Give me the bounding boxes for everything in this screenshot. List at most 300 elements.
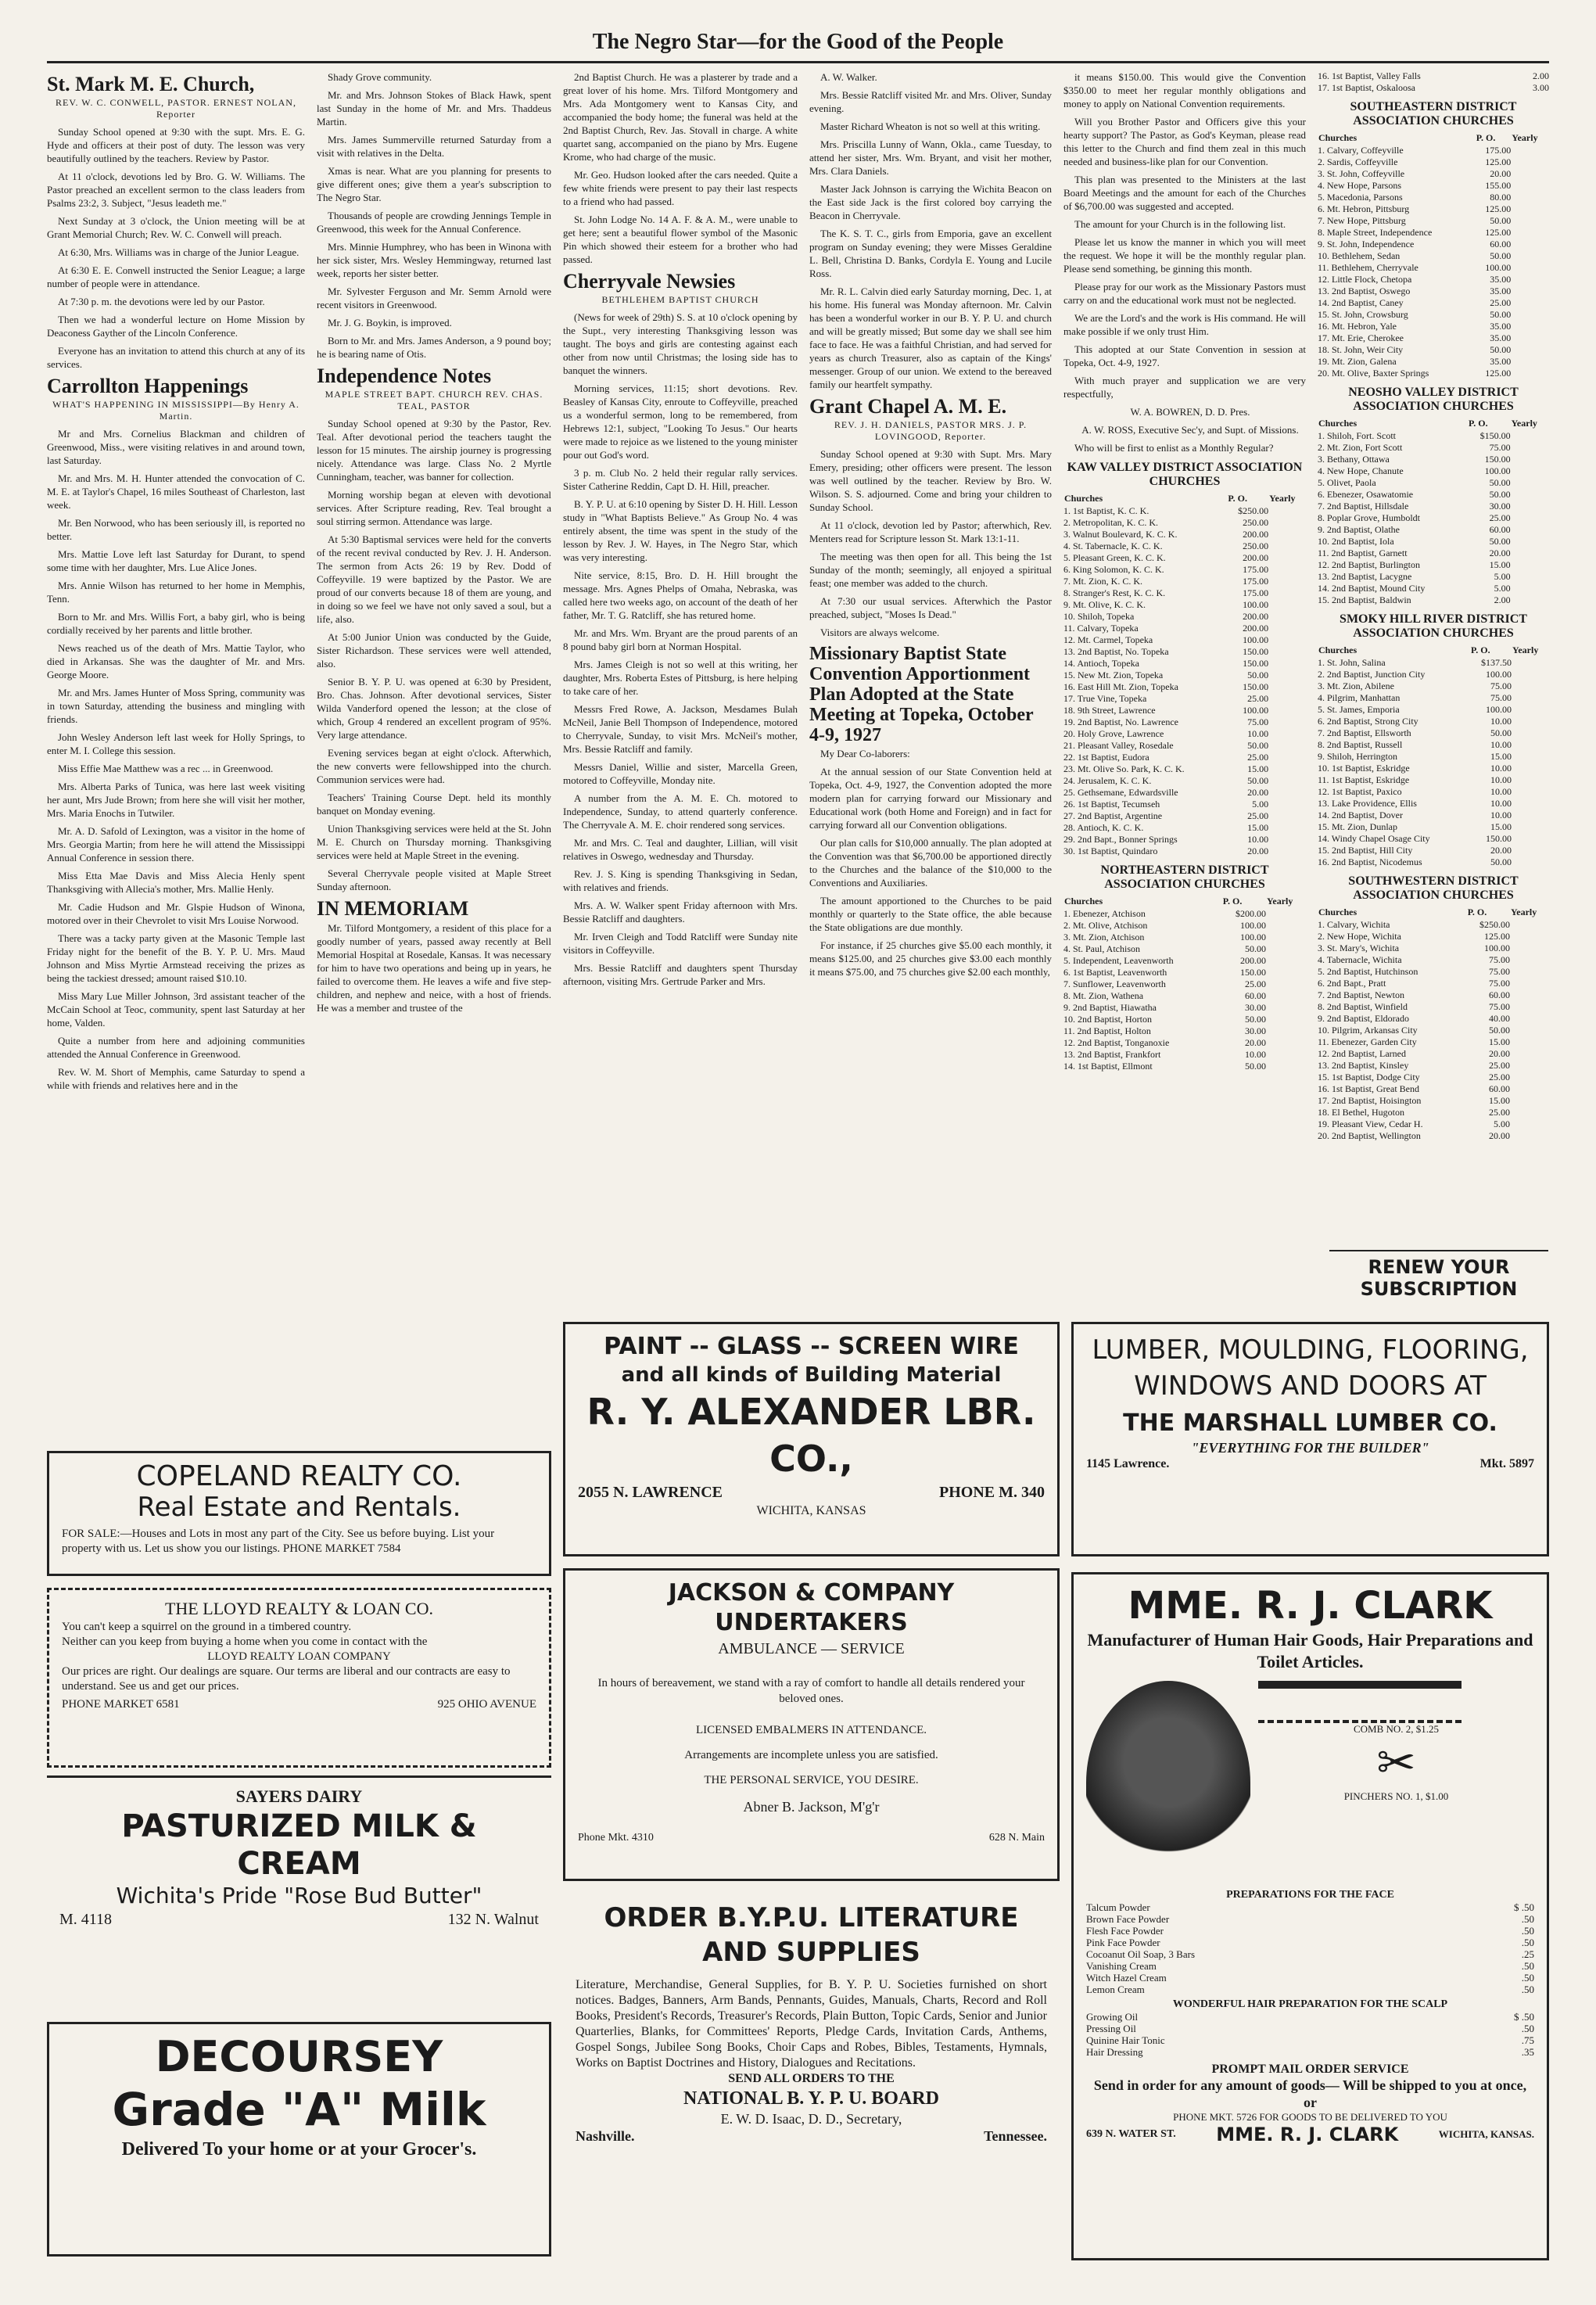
church-name: 27. 2nd Baptist, Argentine — [1063, 810, 1163, 821]
yearly-amount: 20.00 — [1490, 168, 1512, 179]
paragraph: Mrs. Bessie Ratcliff and daughters spent Thursday afternoon, visiting Mrs. Gertrude Parker and Mrs. — [563, 962, 798, 987]
yearly-amount: $250.00 — [1479, 919, 1510, 930]
table-row — [1318, 966, 1549, 978]
church-name: 12. 2nd Baptist, Burlington — [1318, 559, 1421, 570]
paragraph: Mr. and Mrs. M. H. Hunter attended the convocation of C. M. E. at Taylor's Chapel, 16 miles Southeast of Charleston, last week. — [47, 472, 305, 511]
yearly-amount: 15.00 — [1247, 822, 1269, 833]
yearly-amount: 25.00 — [1247, 810, 1269, 821]
yearly-amount: 50.00 — [1490, 250, 1512, 261]
ad-line: Send in order for any amount of goods— Will be shipped to you at once, or — [1093, 2077, 1527, 2110]
church-name: 9. 2nd Baptist, Eldorado — [1318, 1013, 1409, 1024]
table-row — [1086, 1901, 1534, 1913]
table-row — [1063, 658, 1306, 670]
church-name: 14. 2nd Baptist, Mound City — [1318, 583, 1426, 594]
paragraph: Several Cherryvale people visited at Maple Street Sunday afternoon. — [317, 867, 551, 892]
table-row — [1063, 763, 1306, 775]
yearly-amount: 125.00 — [1485, 368, 1512, 379]
independence-heading: Independence Notes — [317, 364, 492, 387]
paragraph: This adopted at our State Convention in session at Topeka, Oct. 4-9, 1927. — [1063, 343, 1306, 368]
church-name: 14. 1st Baptist, Ellmont — [1063, 1061, 1153, 1072]
ad-line: E. W. D. Isaac, D. D., Secretary, — [720, 2111, 902, 2127]
church-name: 18. 9th Street, Lawrence — [1063, 705, 1156, 716]
clark-hair-goods-ad — [1071, 1572, 1549, 2260]
paragraph: Mr. and Mrs. Johnson Stokes of Black Hawk, spent last Sunday in the home of Mr. and Mrs. Thaddeus Martin. — [317, 89, 551, 127]
ad-line: LLOYD REALTY LOAN COMPANY — [207, 1650, 391, 1663]
table-row — [1063, 1002, 1306, 1014]
lloyd-realty-ad — [47, 1588, 551, 1768]
ad-city: Nashville. — [576, 2128, 635, 2144]
column-header: Yearly — [1510, 907, 1537, 917]
yearly-amount: 50.00 — [1489, 536, 1511, 547]
table-row — [1318, 1036, 1549, 1048]
table-row — [1063, 1061, 1306, 1072]
church-name: 10. 2nd Baptist, Iola — [1318, 536, 1394, 547]
yearly-amount: 50.00 — [1490, 215, 1512, 226]
church-name: 10. 2nd Baptist, Horton — [1063, 1014, 1152, 1025]
yearly-amount: 25.00 — [1488, 1072, 1510, 1082]
yearly-amount: 150.00 — [1243, 681, 1269, 692]
church-name: 4. Tabernacle, Wichita — [1318, 954, 1402, 965]
paragraph: At the annual session of our State Convention held at Topeka, Oct. 4-9, 1927, the Convention adopted the more modern plan for carrying forward our Missionary and Educational work (both Home and Foreign) and in fact for carrying forward all our Convention obligations. — [809, 766, 1052, 831]
paragraph: B. Y. P. U. at 6:10 opening by Sister D. H. Hill. Lesson study in "What Baptists Believe." As Group No. 4 was entirely absent, the time was spent in the study of the lesson by Rev. J. W. Hayes, in The Negro Star, which was very interesting. — [563, 498, 798, 563]
table-row — [1318, 821, 1549, 833]
table-row — [1063, 822, 1306, 834]
paragraph: At 5:30 Baptismal services were held for the converts of the recent revival conducted by Rev. J. H. Anderson. The sermon from Acts 26: 19 by Rev. Dodd of Coffeyville. 19 were baptized by the Pastor. We are proud of our converts because 18 of them are young, and in doing so we feel we have not only saved a soul, but a life, also. — [317, 533, 551, 625]
church-name: 4. St. Tabernacle, K. C. K. — [1063, 540, 1163, 551]
paragraph: it means $150.00. This would give the Convention $350.00 to meet her regular monthly obligations and money to apply on National Convention requirements. — [1063, 71, 1306, 110]
yearly-amount: 100.00 — [1484, 465, 1511, 476]
table-row — [1318, 583, 1549, 594]
church-name: 7. 2nd Baptist, Newton — [1318, 989, 1404, 1000]
yearly-amount: 200.00 — [1243, 623, 1269, 634]
church-name: 2. Mt. Olive, Atchison — [1063, 920, 1148, 931]
church-name: 12. 2nd Baptist, Tonganoxie — [1063, 1037, 1170, 1048]
table-row — [1318, 1072, 1549, 1083]
carrollton-heading: Carrollton Happenings — [47, 375, 249, 397]
paragraph: Mr. J. G. Boykin, is improved. — [328, 317, 452, 329]
ad-title: COPELAND REALTY CO. — [136, 1460, 462, 1492]
table-row — [1063, 740, 1306, 752]
column-header: Yearly — [1269, 493, 1296, 504]
table-row — [1086, 1948, 1534, 1960]
church-name: 21. Pleasant Valley, Rosedale — [1063, 740, 1174, 751]
paragraph: Mrs. Priscilla Lunny of Wann, Okla., came Tuesday, to attend her sister, Mrs. Wm. Bryant, and visit her mother, Mrs. Clara Daniels. — [809, 138, 1052, 177]
yearly-amount: 35.00 — [1490, 332, 1512, 343]
yearly-amount: 10.00 — [1490, 810, 1512, 820]
church-name: 18. St. John, Weir City — [1318, 344, 1404, 355]
table-row — [1318, 156, 1549, 168]
table-row — [1318, 192, 1549, 203]
church-name: 8. Poplar Grove, Humboldt — [1318, 512, 1420, 523]
church-name: 20. 2nd Baptist, Wellington — [1318, 1130, 1421, 1141]
yearly-amount: 20.00 — [1488, 1048, 1510, 1059]
table-row — [1318, 978, 1549, 989]
table-row — [1318, 774, 1549, 786]
church-name: 30. 1st Baptist, Quindaro — [1063, 846, 1158, 856]
paragraph: Mr. R. L. Calvin died early Saturday morning, Dec. 1, at his home. His funeral was Monday afternoon. Mr. Calvin has been a wonderful worker in our B. Y. P. U. and church and will be greatly missed; But some day we shall see him face to face. He was a faithful Christian, and had served for years as church Treasurer, also as captain of the Kings' messenger. Group of our union. We extend to the bereaved family our heartfelt sympathy. — [809, 285, 1052, 390]
yearly-amount: 125.00 — [1485, 203, 1512, 214]
church-name: 1. Calvary, Wichita — [1318, 919, 1390, 930]
yearly-amount: 75.00 — [1488, 978, 1510, 989]
church-name: 2. Sardis, Coffeyville — [1318, 156, 1398, 167]
column-header: P. O. — [1476, 132, 1496, 143]
yearly-amount: 10.00 — [1247, 728, 1269, 739]
church-name: 13. 2nd Baptist, Oswego — [1318, 285, 1411, 296]
yearly-amount: 20.00 — [1247, 787, 1269, 798]
yearly-amount: 75.00 — [1488, 954, 1510, 965]
table-row — [1318, 954, 1549, 966]
paragraph: Master Jack Johnson is carrying the Wichita Beacon on the East side Jack is the first colored boy carrying the Beacon in Cherryvale. — [809, 183, 1052, 221]
table-row — [1318, 571, 1549, 583]
table-row — [1318, 168, 1549, 180]
church-name: 3. St. Mary's, Wichita — [1318, 942, 1400, 953]
church-name: 1. 1st Baptist, K. C. K. — [1063, 505, 1149, 516]
neosho-table — [1318, 417, 1549, 606]
church-name: 20. Mt. Olive, Baxter Springs — [1318, 368, 1429, 379]
table-row — [1063, 955, 1306, 967]
yearly-amount: 50.00 — [1488, 1025, 1510, 1036]
ad-state: Tennessee. — [984, 2128, 1047, 2144]
paragraph: At 5:00 Junior Union was conducted by the Guide, Sister Richardson. These services were well attended, also. — [317, 631, 551, 670]
table-row — [1318, 262, 1549, 274]
table-row — [1086, 1960, 1534, 1972]
grant-chapel-heading: Grant Chapel A. M. E. — [809, 395, 1007, 418]
church-name: 2. 2nd Baptist, Junction City — [1318, 669, 1426, 680]
yearly-amount: 5.00 — [1252, 799, 1269, 810]
table-row — [1318, 203, 1549, 215]
neosho-title: NEOSHO VALLEY DISTRICT ASSOCIATION CHURCHES — [1348, 386, 1519, 413]
ad-phone: PHONE MARKET 6581 — [62, 1698, 180, 1711]
paragraph: Born to Mr. and Mrs. James Anderson, a 9 pound boy; he is bearing name of Otis. — [317, 335, 551, 360]
table-row — [1318, 704, 1549, 716]
table-row — [1063, 576, 1306, 587]
table-row — [1063, 932, 1306, 943]
church-name: 9. St. John, Independence — [1318, 239, 1415, 250]
yearly-amount: 200.00 — [1243, 611, 1269, 622]
table-row — [1086, 2023, 1534, 2034]
church-name: 7. 2nd Baptist, Hillsdale — [1318, 501, 1409, 512]
church-name: 15. 2nd Baptist, Hill City — [1318, 845, 1413, 856]
ad-slogan: "EVERYTHING FOR THE BUILDER" — [1191, 1440, 1429, 1456]
yearly-amount: $ .50 — [1514, 1901, 1534, 1913]
table-row — [1318, 285, 1549, 297]
table-row — [1318, 1048, 1549, 1060]
table-row — [1086, 1925, 1534, 1937]
ad-headline: THE MARSHALL LUMBER CO. — [1123, 1409, 1497, 1437]
church-name: Vanishing Cream — [1086, 1960, 1157, 1972]
table-row — [1318, 489, 1549, 501]
yearly-amount: 5.00 — [1493, 1118, 1510, 1129]
yearly-amount: 150.00 — [1484, 454, 1511, 465]
yearly-amount: .50 — [1521, 1960, 1534, 1972]
yearly-amount: 75.00 — [1490, 680, 1512, 691]
table-row — [1318, 82, 1549, 94]
ad-manager: Abner B. Jackson, M'g'r — [743, 1799, 880, 1815]
table-row — [1063, 978, 1306, 990]
paragraph: Sunday School opened at 9:30 by the Pastor, Rev. Teal. After devotional period the teachers taught the lesson for 15 minutes. The airship journey is progressing nicely. Attendance was large. Class No. 2 Myrtle Cunningham, teacher, was banner for collection. — [317, 418, 551, 483]
paragraph: At 11 o'clock, devotion led by Pastor; afterwhich, Rev. Menters read for Scripture lesson St. Mark 13:1-11. — [809, 519, 1052, 544]
table-row — [1318, 297, 1549, 309]
table-row — [1063, 505, 1306, 517]
paragraph: Mrs. Bessie Ratcliff visited Mr. and Mrs. Oliver, Sunday evening. — [809, 89, 1052, 114]
church-name: 4. St. Paul, Atchison — [1063, 943, 1141, 954]
yearly-amount: 25.00 — [1488, 1060, 1510, 1071]
bypu-literature-ad — [563, 1893, 1060, 2260]
paragraph: Messrs Fred Rowe, A. Jackson, Mesdames Bulah McNeil, Janie Bell Thompson of Independence, motored to Cherryvale, Sunday, to visit Mrs. McNeil's mother, Mrs. Bessie Ratcliff and family. — [563, 703, 798, 755]
yearly-amount: 10.00 — [1490, 716, 1512, 727]
table-row — [1318, 356, 1549, 368]
paragraph: Mr. Tilford Montgomery, a resident of this place for a goodly number of years, passed away recently at Bell Memorial Hospital at Rosedale, Kansas. It was necessary for him to have two operations and being up in years, he failed to overcome them. He leaves a wife and five step-children, and nephew and neice, with a host of friends. He was a member and trustee of the — [317, 922, 551, 1014]
table-row — [1318, 512, 1549, 524]
yearly-amount: 35.00 — [1490, 285, 1512, 296]
church-name: 8. 2nd Baptist, Russell — [1318, 739, 1403, 750]
yearly-amount: 50.00 — [1245, 1061, 1267, 1072]
ad-headline: PASTURIZED MILK & CREAM — [121, 1808, 477, 1882]
ad-line: PAINT -- GLASS -- SCREEN WIRE — [604, 1333, 1019, 1360]
ad-line: COMB NO. 2, $1.25 — [1353, 1723, 1440, 1735]
church-name: Cocoanut Oil Soap, 3 Bars — [1086, 1948, 1196, 1960]
ad-city: WICHITA, KANSAS — [756, 1504, 866, 1517]
table-row — [1318, 739, 1549, 751]
church-name: 7. New Hope, Pittsburg — [1318, 215, 1406, 226]
jackson-undertakers-ad — [563, 1568, 1060, 1881]
yearly-amount: 25.00 — [1489, 512, 1511, 523]
ad-line: NATIONAL B. Y. P. U. BOARD — [683, 2088, 939, 2109]
yearly-amount: 175.00 — [1485, 145, 1512, 156]
church-name: 11. Bethlehem, Cherryvale — [1318, 262, 1418, 273]
church-name: 7. Mt. Zion, K. C. K. — [1063, 576, 1143, 587]
paragraph: The K. S. T. C., girls from Emporia, gave an excellent program on Sunday evening; they were Misses Geraldine L. Bell, Christina D. Banks, Cordyla E. Young and Lucile Ross. — [809, 228, 1052, 279]
ad-signature: MME. R. J. CLARK — [1216, 2124, 1399, 2145]
st-mark-subheading: REV. W. C. CONWELL, PASTOR. ERNEST NOLAN, Reporter — [56, 97, 296, 120]
paragraph: Morning services, 11:15; short devotions. Rev. Beasley of Kansas City, enroute to Coffeyville, preached us a wonderful sermon, long to be remembered, from Hebrews 12:1, subject, "Looking To Jesus." Our hearts were made to rejoice as we listened to the young minister pour out God's word. — [563, 382, 798, 461]
church-name: 12. 1st Baptist, Paxico — [1318, 786, 1402, 797]
yearly-amount: 35.00 — [1490, 274, 1512, 285]
column-header: Churches — [1318, 907, 1357, 917]
table-row — [1063, 716, 1306, 728]
church-name: 11. Ebenezer, Garden City — [1318, 1036, 1417, 1047]
table-row — [1063, 646, 1306, 658]
yearly-amount: 30.00 — [1489, 501, 1511, 512]
yearly-amount: 25.00 — [1247, 693, 1269, 704]
paragraph: A. W. Walker. — [820, 71, 877, 83]
church-name: 29. 2nd Bapt., Bonner Springs — [1063, 834, 1178, 845]
church-name: 19. Mt. Zion, Galena — [1318, 356, 1397, 367]
table-row — [1318, 321, 1549, 332]
table-row — [1318, 501, 1549, 512]
church-name: 13. 2nd Baptist, Lacygne — [1318, 571, 1412, 582]
smoky-hill-title: SMOKY HILL RIVER DISTRICT ASSOCIATION CHURCHES — [1340, 612, 1527, 640]
church-name: 11. 2nd Baptist, Garnett — [1318, 548, 1408, 558]
yearly-amount: 250.00 — [1243, 540, 1269, 551]
alexander-lumber-ad — [563, 1322, 1060, 1556]
paragraph: Mr. Geo. Hudson looked after the cars needed. Quite a few white friends were present to pay their last respects to a friend who had passed. — [563, 169, 798, 207]
table-row — [1063, 787, 1306, 799]
ad-subtitle: Manufacturer of Human Hair Goods, Hair Preparations and Toilet Articles. — [1087, 1630, 1533, 1671]
table-row — [1063, 920, 1306, 932]
southwestern-title: SOUTHWESTERN DISTRICT ASSOCIATION CHURCHES — [1348, 874, 1519, 902]
memoriam-heading: IN MEMORIAM — [317, 897, 469, 920]
yearly-amount: 60.00 — [1488, 989, 1510, 1000]
yearly-amount: $137.50 — [1481, 657, 1512, 668]
paragraph: Please let us know the manner in which you will meet the request. We hope it will be the monthly regular plan. Please send something, be ginning this month. — [1063, 236, 1306, 275]
yearly-amount: 50.00 — [1245, 943, 1267, 954]
church-name: 14. 2nd Baptist, Caney — [1318, 297, 1404, 308]
paragraph: Shady Grove community. — [328, 71, 432, 83]
column-header: Yearly — [1267, 896, 1293, 907]
decoursey-milk-ad — [47, 2022, 551, 2257]
church-name: 11. Calvary, Topeka — [1063, 623, 1139, 634]
yearly-amount: 75.00 — [1489, 442, 1511, 453]
table-row — [1318, 833, 1549, 845]
church-name: 13. 2nd Baptist, Frankfort — [1063, 1049, 1161, 1060]
table-row — [1318, 524, 1549, 536]
table-row — [1063, 1014, 1306, 1025]
column-header: Yearly — [1512, 644, 1539, 655]
column-header: Churches — [1318, 132, 1357, 143]
church-name: 19. Pleasant View, Cedar H. — [1318, 1118, 1423, 1129]
yearly-amount: 75.00 — [1247, 716, 1269, 727]
paragraph: (News for week of 29th) S. S. at 10 o'clock opening by the Supt., very interesting Thanksgiving lesson was taught. The boys and girls are contesting against each other from now until Christmas; the losing side has to banquet the winners. — [563, 311, 798, 376]
paragraph: Mr. Ben Norwood, who has been seriously ill, is reported no better. — [47, 517, 305, 542]
yearly-amount: 20.00 — [1490, 845, 1512, 856]
paragraph: News reached us of the death of Mrs. Mattie Taylor, who died in Arkansas. She was the daughter of Mr. and Mrs. George Moore. — [47, 642, 305, 680]
church-name: 8. 2nd Baptist, Winfield — [1318, 1001, 1408, 1012]
st-mark-heading: St. Mark M. E. Church, — [47, 73, 255, 95]
paragraph: Mrs. A. W. Walker spent Friday afternoon with Mrs. Bessie Ratcliff and daughters. — [563, 899, 798, 925]
church-name: 9. Shiloh, Herrington — [1318, 751, 1397, 762]
yearly-amount: 20.00 — [1488, 1130, 1510, 1141]
church-name: 7. 2nd Baptist, Ellsworth — [1318, 727, 1411, 738]
church-name: 16. 1st Baptist, Valley Falls — [1318, 70, 1421, 81]
paragraph: Visitors are always welcome. — [820, 627, 940, 638]
ad-title: SAYERS DAIRY — [235, 1786, 363, 1806]
table-row — [1063, 752, 1306, 763]
table-row — [1318, 856, 1549, 868]
yearly-amount: 100.00 — [1483, 942, 1510, 953]
paragraph: At 6:30 E. E. Conwell instructed the Senior League; a large number of people were in attendance. — [47, 264, 305, 289]
ad-phone: Phone Mkt. 4310 — [578, 1832, 654, 1844]
yearly-amount: 100.00 — [1240, 920, 1267, 931]
ad-address: 925 OHIO AVENUE — [437, 1698, 536, 1711]
table-row — [1063, 611, 1306, 623]
marshall-lumber-ad — [1071, 1322, 1549, 1556]
church-name: 10. Pilgrim, Arkansas City — [1318, 1025, 1418, 1036]
column-3 — [563, 70, 798, 1314]
yearly-amount: 175.00 — [1243, 587, 1269, 598]
table-row — [1318, 845, 1549, 856]
paragraph: The meeting was then open for all. This being the 1st Sunday of the month; seemingly, all enjoyed a spiritual feast; one member was added to the church. — [809, 551, 1052, 589]
ad-address: 628 N. Main — [988, 1832, 1045, 1844]
paragraph: Will you Brother Pastor and Officers give this your hearty support? The Pastor, as God's Keyman, please read this letter to the Church and find them zeal in this much needed and business-like plan for our Convention. — [1063, 116, 1306, 167]
column-4 — [809, 70, 1052, 1314]
yearly-amount: 100.00 — [1486, 669, 1512, 680]
scalp-products-table — [1086, 2011, 1534, 2058]
paragraph: Mrs. Annie Wilson has returned to her home in Memphis, Tenn. — [47, 580, 305, 605]
paragraph: Miss Etta Mae Davis and Miss Alecia Henly spent Thanksgiving with Allecia's mother, Mrs. Mallie Henly. — [47, 870, 305, 895]
yearly-amount: 25.00 — [1488, 1107, 1510, 1118]
table-row — [1318, 70, 1549, 82]
table-row — [1318, 332, 1549, 344]
church-name: 5. Macedonia, Parsons — [1318, 192, 1403, 203]
table-row — [1318, 239, 1549, 250]
column-header: Churches — [1318, 644, 1357, 655]
paragraph: Then we had a wonderful lecture on Home Mission by Deaconess Gayther of the Lincoln Conference. — [47, 314, 305, 339]
table-row — [1318, 727, 1549, 739]
church-name: 12. 2nd Baptist, Larned — [1318, 1048, 1406, 1059]
church-name: 16. Mt. Hebron, Yale — [1318, 321, 1397, 332]
table-row — [1318, 548, 1549, 559]
yearly-amount: 125.00 — [1485, 227, 1512, 238]
yearly-amount: 10.00 — [1490, 739, 1512, 750]
paragraph: At 6:30, Mrs. Williams was in charge of the Junior League. — [58, 246, 299, 258]
church-name: 1. St. John, Salina — [1318, 657, 1386, 668]
carrollton-subheading: WHAT'S HAPPENING IN MISSISSIPPI—By Henry A. Martin. — [52, 399, 299, 422]
table-row — [1318, 1107, 1549, 1118]
yearly-amount: .50 — [1521, 1972, 1534, 1984]
church-name: 2. Metropolitan, K. C. K. — [1063, 517, 1158, 528]
table-row — [1318, 477, 1549, 489]
table-row — [1063, 728, 1306, 740]
church-name: 17. 2nd Baptist, Hoisington — [1318, 1095, 1422, 1106]
table-row — [1063, 967, 1306, 978]
ad-line: Neither can you keep from buying a home when you come in contact with the — [62, 1635, 428, 1648]
paragraph: Quite a number from here and adjoining communities attended the Annual Conference in Greenwood. — [47, 1035, 305, 1060]
church-name: 6. 1st Baptist, Leavenworth — [1063, 967, 1167, 978]
table-row — [1063, 846, 1306, 857]
church-name: 25. Gethsemane, Edwardsville — [1063, 787, 1178, 798]
ad-headline: R. Y. ALEXANDER LBR. CO., — [586, 1391, 1036, 1480]
ad-line: You can't keep a squirrel on the ground in a timbered country. — [62, 1621, 352, 1633]
church-name: 5. Olivet, Paola — [1318, 477, 1376, 488]
yearly-amount: $250.00 — [1238, 505, 1269, 516]
ad-title: JACKSON & COMPANY UNDERTAKERS — [668, 1579, 955, 1636]
face-products-table — [1086, 1901, 1534, 1995]
church-name: Flesh Face Powder — [1086, 1925, 1164, 1937]
yearly-amount: 35.00 — [1490, 356, 1512, 367]
yearly-amount: 50.00 — [1245, 1014, 1267, 1025]
yearly-amount: 15.00 — [1247, 763, 1269, 774]
paragraph: Mr and Mrs. Cornelius Blackman and children of Greenwood, Miss., were visiting relatives in and around town, last Saturday. — [47, 428, 305, 466]
paragraph: Everyone has an invitation to attend this church at any of its services. — [47, 345, 305, 370]
yearly-amount: 150.00 — [1243, 658, 1269, 669]
yearly-amount: 35.00 — [1490, 321, 1512, 332]
valley-falls-table — [1318, 70, 1549, 94]
yearly-amount: .50 — [1521, 1925, 1534, 1937]
church-name: 1. Shiloh, Fort. Scott — [1318, 430, 1397, 441]
yearly-amount: 10.00 — [1490, 774, 1512, 785]
paragraph: We are the Lord's and the work is His command. He will make possible if we only trust Him. — [1063, 312, 1306, 337]
paragraph: Mr. A. D. Safold of Lexington, was a visitor in the home of Mrs. Georgia Martin; from here he will attend the Mississippi Annual Conference in session there. — [47, 825, 305, 863]
table-row — [1318, 145, 1549, 156]
yearly-amount: 15.00 — [1490, 751, 1512, 762]
ad-slogan: Wichita's Pride "Rose Bud Butter" — [116, 1883, 482, 1908]
church-name: 4. New Hope, Chanute — [1318, 465, 1404, 476]
paragraph: Rev. W. M. Short of Memphis, came Saturday to spend a while with friends and relatives here and in the — [47, 1066, 305, 1091]
table-row — [1086, 1984, 1534, 1995]
church-name: 17. True Vine, Topeka — [1063, 693, 1147, 704]
yearly-amount: 15.00 — [1488, 1036, 1510, 1047]
yearly-amount: 200.00 — [1243, 552, 1269, 563]
yearly-amount: 60.00 — [1488, 1083, 1510, 1094]
yearly-amount: 15.00 — [1488, 1095, 1510, 1106]
table-row — [1318, 810, 1549, 821]
northeastern-table — [1063, 895, 1306, 1072]
paragraph: At 7:30 p. m. the devotions were led by our Pastor. — [58, 296, 265, 307]
yearly-amount: 2.00 — [1533, 70, 1549, 81]
table-row — [1318, 751, 1549, 763]
southeastern-title: SOUTHEASTERN DISTRICT ASSOCIATION CHURCHES — [1350, 100, 1517, 127]
